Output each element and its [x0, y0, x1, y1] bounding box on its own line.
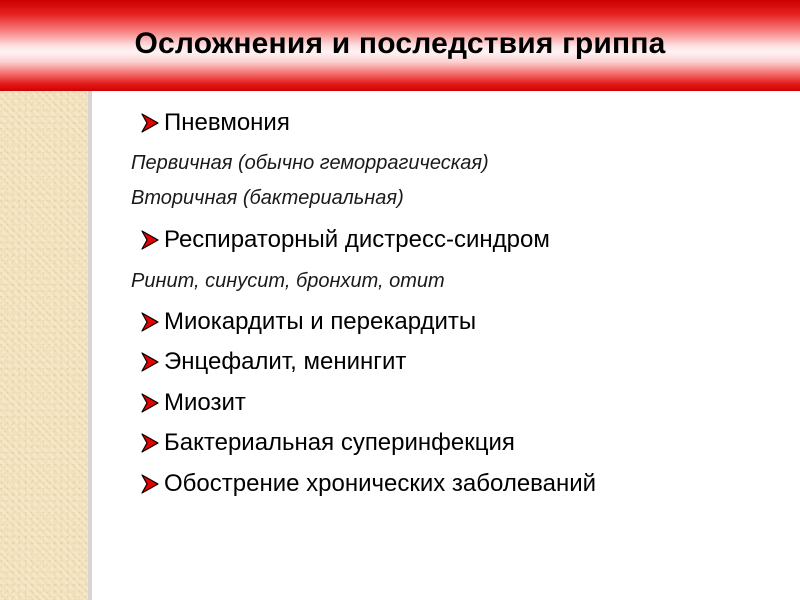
sub-item: Первичная (обычно геморрагическая): [131, 152, 489, 174]
slide-title: Осложнения и последствия гриппа: [134, 27, 666, 60]
arrow-bullet-icon: [138, 109, 164, 137]
sub-item: Вторичная (бактериальная): [131, 187, 404, 209]
list-item: [138, 348, 406, 376]
list-item: [138, 389, 246, 417]
list-item-label: Энцефалит, менингит: [164, 348, 407, 375]
arrow-bullet-icon: [138, 226, 164, 254]
list-item: [138, 429, 515, 457]
arrow-bullet-icon: [138, 308, 164, 336]
list-item-label: Обострение хронических заболеваний: [164, 470, 597, 497]
list-item-label: Бактериальная суперинфекция: [164, 429, 515, 456]
list-item: [138, 109, 290, 137]
list-item-label: Миокардиты и перекардиты: [164, 308, 477, 335]
list-item: [138, 470, 596, 498]
title-bar: [0, 0, 800, 91]
arrow-bullet-icon: [138, 429, 164, 457]
decorative-stripe: [0, 91, 88, 600]
sub-item: Ринит, синусит, бронхит, отит: [131, 270, 445, 292]
arrow-bullet-icon: [138, 470, 164, 498]
list-item-label: Миозит: [164, 389, 246, 416]
stripe-divider: [88, 91, 92, 600]
list-item-label: Респираторный дистресс-синдром: [164, 226, 550, 253]
arrow-bullet-icon: [138, 389, 164, 417]
list-item: [138, 308, 476, 336]
arrow-bullet-icon: [138, 348, 164, 376]
list-item-label: Пневмония: [164, 109, 290, 136]
list-item: [138, 226, 550, 254]
